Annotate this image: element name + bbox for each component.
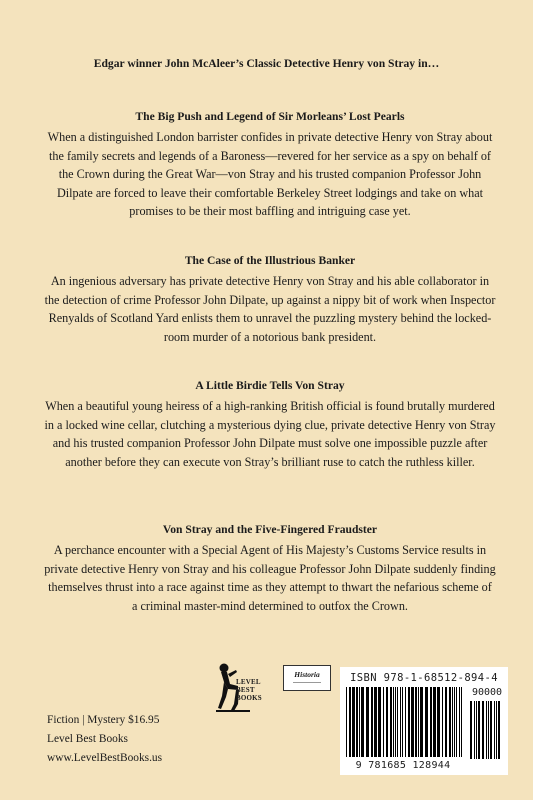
- barcode-bar: [390, 687, 392, 757]
- book-info: [47, 711, 162, 768]
- story-section: [44, 109, 496, 221]
- story-title: Von Stray and the Five-Fingered Fraudster: [162, 523, 378, 536]
- barcode-bar: [408, 687, 410, 757]
- barcode-bar: [425, 687, 428, 757]
- barcode-bar: [405, 687, 406, 757]
- publisher-logo: [212, 660, 274, 716]
- barcode-bar: [356, 687, 358, 757]
- barcode-addon-bar: [488, 701, 489, 759]
- barcode-bar: [459, 687, 460, 757]
- barcode-bar: [371, 687, 373, 757]
- barcode-addon-bar: [494, 701, 495, 759]
- publisher-website: www.LevelBestBooks.us: [47, 752, 163, 764]
- story-blurb: A perchance encounter with a Special Agent of His Majesty’s Customs Service results in private detective Henry von Stray and his colleague Professor John Dilpate suddenly finding themselves thrust into a race against time as they attempt to thwart the nefarious scheme of a criminal master-mind determined to outfox the Crown.: [44, 543, 496, 613]
- barcode-bar: [366, 687, 369, 757]
- imprint-logo-text: Historia: [294, 670, 320, 679]
- barcode-addon-bar: [470, 701, 472, 759]
- publisher-logo-text: LEVEL BEST BOOKS: [236, 678, 262, 702]
- barcode-bar: [454, 687, 455, 757]
- barcode-bar: [411, 687, 414, 757]
- barcode-bar: [395, 687, 396, 757]
- publisher-name: Level Best Books: [47, 733, 128, 745]
- barcode-bar: [442, 687, 443, 757]
- barcode-bar: [415, 687, 417, 757]
- barcode-bar: [418, 687, 419, 757]
- barcode-addon-number: 90000: [471, 687, 503, 698]
- barcode-addon-bar: [496, 701, 497, 759]
- story-section: [44, 522, 496, 615]
- story-title: The Big Push and Legend of Sir Morleans’ Lost Pearls: [135, 110, 405, 123]
- barcode-bar: [430, 687, 432, 757]
- barcode-bar: [361, 687, 364, 757]
- series-tagline: Edgar winner John McAleer’s Classic Detective Henry von Stray in…: [93, 57, 440, 70]
- barcode-bar: [374, 687, 377, 757]
- barcode-bar: [400, 687, 401, 757]
- barcode-bar: [386, 687, 388, 757]
- barcode-bar: [461, 687, 462, 757]
- story-title: The Case of the Illustrious Banker: [184, 254, 356, 267]
- isbn-barcode: [340, 667, 508, 775]
- barcode-bar: [349, 687, 351, 757]
- barcode-addon-bar: [486, 701, 487, 759]
- imprint-logo-rule: [293, 682, 321, 683]
- barcode-addon-bar: [476, 701, 477, 759]
- barcode-bar: [402, 687, 403, 757]
- story-title: A Little Birdie Tells Von Stray: [195, 379, 345, 392]
- barcode-bar: [346, 687, 347, 757]
- barcode-bar: [397, 687, 398, 757]
- story-section: [44, 253, 496, 346]
- isbn-number: ISBN 978-1-68512-894-4: [350, 672, 498, 684]
- story-blurb: An ingenious adversary has private detective Henry von Stray and his able collaborator in the detection of crime Professor John Dilpate, up against a nippy bit of work when Inspector Renyalds of Scotland Yard enlists them to unravel the puzzling mystery behind the locked-room murder of a notorious bank president.: [44, 274, 496, 344]
- barcode-bar: [445, 687, 447, 757]
- barcode-bar: [452, 687, 453, 757]
- barcode-addon-bar: [498, 701, 500, 759]
- barcode-bar: [437, 687, 440, 757]
- genre-price: Fiction | Mystery $16.95: [47, 714, 160, 726]
- story-section: [44, 378, 496, 471]
- barcode-addon-bar: [474, 701, 475, 759]
- barcode-bar: [393, 687, 394, 757]
- barcode-bar: [383, 687, 384, 757]
- barcode-bar: [456, 687, 457, 757]
- barcode-bar: [378, 687, 381, 757]
- story-blurb: When a beautiful young heiress of a high-ranking British official is found brutally murdered in a locked wine cellar, clutching a mysterious dying clue, private detective Henry von Stray and his trusted companion Professor John Dilpate must solve one impossible puzzle after another before they can execute von Stray’s brilliant ruse to catch the ruthless killer.: [44, 399, 496, 469]
- ean-number: 9 781685 128944: [355, 760, 451, 771]
- barcode-bar: [420, 687, 423, 757]
- barcode-addon-bar: [482, 701, 484, 759]
- imprint-logo: [283, 665, 331, 691]
- barcode-addon-bar: [478, 701, 480, 759]
- barcode-bar: [359, 687, 360, 757]
- barcode-addon-bar: [490, 701, 492, 759]
- story-blurb: When a distinguished London barrister confides in private detective Henry von Stray about the family secrets and legends of a Baroness—revered for her service as a spy on behalf of the Crown during the Great War—von Stray and his trusted companion Professor John Dilpate are forced to leave their comfortable Berkeley Street lodgings and take on what promises to be their most baffling and intriguing case yet.: [47, 130, 493, 218]
- barcode-bars: [344, 687, 504, 761]
- barcode-bar: [449, 687, 451, 757]
- barcode-bar: [433, 687, 436, 757]
- barcode-bar: [352, 687, 355, 757]
